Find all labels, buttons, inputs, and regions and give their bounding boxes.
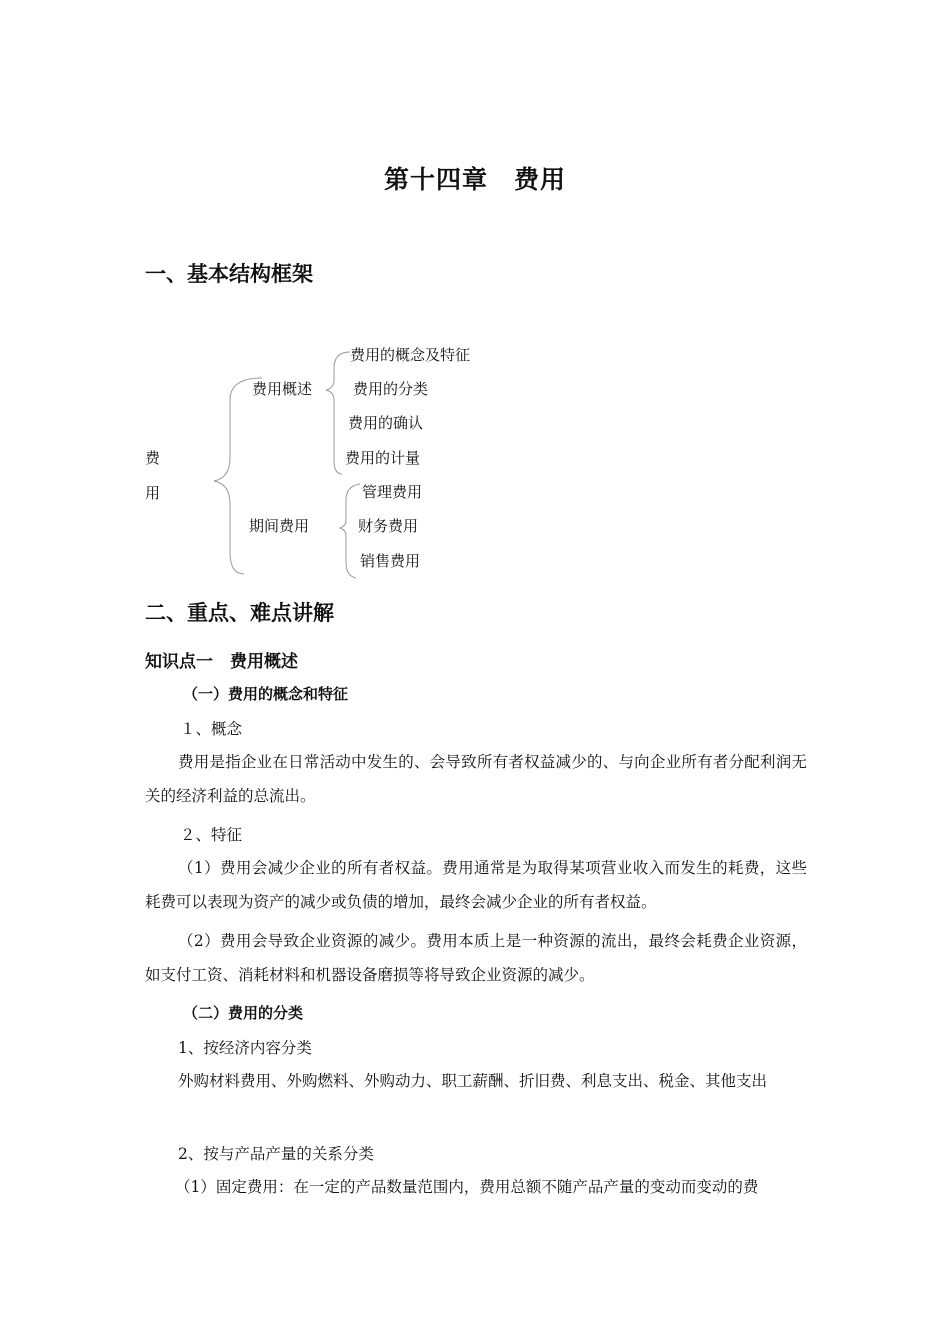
classification-label-2: 2、按与产品产量的关系分类 bbox=[178, 1145, 374, 1163]
classification-paragraph-1: 外购材料费用、外购燃料、外购动力、职工薪酬、折旧费、利息支出、税金、其他支出 bbox=[178, 1072, 768, 1090]
tree-item: 财务费用 bbox=[358, 517, 419, 535]
tree-item: 费用的计量 bbox=[345, 449, 421, 467]
subsection-heading: （一）费用的概念和特征 bbox=[183, 685, 349, 703]
concept-paragraph: 费用是指企业在日常活动中发生的、会导致所有者权益减少的、与向企业所有者分配利润无关的经济利益的总流出。 bbox=[145, 753, 807, 805]
tree-item: 费用的分类 bbox=[353, 380, 429, 398]
tree-item: 管理费用 bbox=[362, 483, 423, 501]
page-title: 第十四章 费用 bbox=[383, 165, 566, 194]
section-heading-key-points: 二、重点、难点讲解 bbox=[145, 601, 334, 625]
concept-label: １、概念 bbox=[180, 720, 243, 738]
knowledge-point-heading: 知识点一 费用概述 bbox=[145, 652, 298, 672]
tree-item: 销售费用 bbox=[360, 552, 421, 570]
classification-paragraph-2: （1）固定费用：在一定的产品数量范围内，费用总额不随产品产量的变动而变动的费 bbox=[175, 1178, 759, 1196]
root-brace bbox=[214, 378, 262, 574]
tree-root-char-1: 费 bbox=[145, 449, 161, 467]
tree-root-char-2: 用 bbox=[145, 484, 161, 502]
classification-label-1: 1、按经济内容分类 bbox=[178, 1039, 312, 1057]
tree-item: 费用的概念及特征 bbox=[350, 346, 471, 364]
features-label: ２、特征 bbox=[180, 826, 243, 844]
feature-paragraph-1: （1）费用会减少企业的所有者权益。费用通常是为取得某项营业收入而发生的耗费，这些耗费可以表现为资产的减少或负债的增加，最终会减少企业的所有者权益。 bbox=[145, 859, 807, 911]
feature-paragraph-2: （2）费用会导致企业资源的减少。费用本质上是一种资源的流出，最终会耗费企业资源，如支付工资、消耗材料和机器设备磨损等将导致企业资源的减少。 bbox=[145, 932, 807, 984]
tree-group-overview: 费用概述 bbox=[252, 380, 313, 398]
group2-brace bbox=[340, 484, 360, 578]
tree-item: 费用的确认 bbox=[348, 414, 424, 432]
tree-group-period: 期间费用 bbox=[249, 517, 310, 535]
section-heading-structure: 一、基本结构框架 bbox=[145, 262, 313, 286]
subsection-heading: （二）费用的分类 bbox=[183, 1004, 304, 1022]
